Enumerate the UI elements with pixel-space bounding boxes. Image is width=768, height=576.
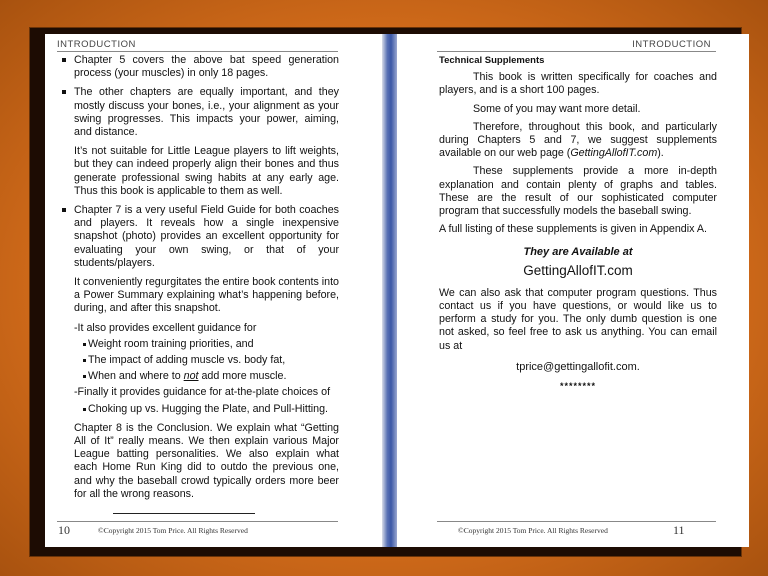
right-page [397,34,749,547]
footer-rule [57,521,338,522]
copyright-footer: ©Copyright 2015 Tom Price. All Rights Reserved [98,526,248,535]
available-heading: They are Available at [523,246,633,259]
when-pre-text: When and where to [88,370,184,383]
supplements-post-text: ). [657,147,664,160]
sub-item-when-where [58,370,339,383]
running-head: INTRODUCTION [57,39,136,50]
sub-item-muscle-vs-fat: The impact of adding muscle vs. body fat, [58,354,339,367]
left-page [45,34,382,547]
left-page-content [58,54,339,514]
web-page-link[interactable]: GettingAllofIT.com [570,147,658,160]
when-post-text: add more muscle. [198,370,287,383]
section-title: Technical Supplements [439,55,545,66]
paragraph-written-for: This book is written specifically for coaches and players, and is a short 100 pages. [439,71,717,97]
section-end-rule [113,513,255,514]
bullet-chapter5: Chapter 5 covers the above bat speed generation process (your muscles) in only 18 pages. [58,54,339,80]
page-number: 10 [58,523,70,537]
power-summary-paragraph: It conveniently regurgitates the entire book contents into a Power Summary explaining what’s happening before, during, and after this snapshot. [74,276,339,315]
copyright-footer: ©Copyright 2015 Tom Price. All Rights Reserved [458,526,608,535]
supplements-pre-text: Therefore, throughout this book, and particularly during Chapters 5 and 7, we suggest supplements available on our web page ( [439,120,717,160]
chapter8-paragraph: Chapter 8 is the Conclusion. We explain what “Getting All of It” really means. We then explain various Major League batting personalities. We also explain what each Home Run King did to outdo the previous one, and why the baseball crowd typically orders more beer for all the wrong reasons. [74,421,339,500]
finally-line: -Finally it provides guidance for at-the-plate choices of [74,386,331,399]
paragraph-in-depth: These supplements provide a more in-depth explanation and contain plenty of graphs and tables. These are the result of our sophisticated computer program that successfully models the baseball swing. [439,165,717,218]
right-page-content [439,54,717,402]
also-provides-line: -It also provides excellent guidance for [74,321,257,334]
website-link[interactable]: GettingAllofIT.com [523,262,633,278]
header-rule [437,51,716,52]
running-head: INTRODUCTION [632,39,711,50]
sub-item-weight-room: Weight room training priorities, and [58,338,339,351]
email-address[interactable]: tprice@gettingallofit.com. [516,360,640,373]
paragraph-contact: We can also ask that computer program questions. Thus contact us if you have questions, or would like us to perform a study for you. The only dumb question is one not asked, so feel free to ask us anything. You can email us at [439,286,717,352]
paragraph-supplements [439,121,717,161]
bullet-other-chapters: The other chapters are equally important, and they mostly discuss your bones, i.e., your alignment as your swing progresses. This impacts your power, aiming, and distance. [58,86,339,139]
end-stars: ******** [559,381,597,392]
header-rule [57,51,338,52]
little-league-paragraph: It’s not suitable for Little League players to lift weights, but they can indeed properly align their bones and thus generate professional swing habits at any early age. Thus this book is applicable to them as well. [74,145,339,197]
sub-item-choking-up: Choking up vs. Hugging the Plate, and Pull-Hitting. [58,403,339,416]
bullet-chapter7: Chapter 7 is a very useful Field Guide for both coaches and players. It reveals how a single inexpensive snapshot (photo) provides an excellent opportunity for evaluating your own swing, or that of your students/players. [58,204,339,270]
footer-rule [437,521,716,522]
not-emphasis: not [183,370,199,383]
paragraph-more-detail: Some of you may want more detail. [473,102,641,115]
book-spine [382,34,397,547]
paragraph-appendix: A full listing of these supplements is given in Appendix A. [439,223,707,236]
page-number: 11 [673,523,685,537]
